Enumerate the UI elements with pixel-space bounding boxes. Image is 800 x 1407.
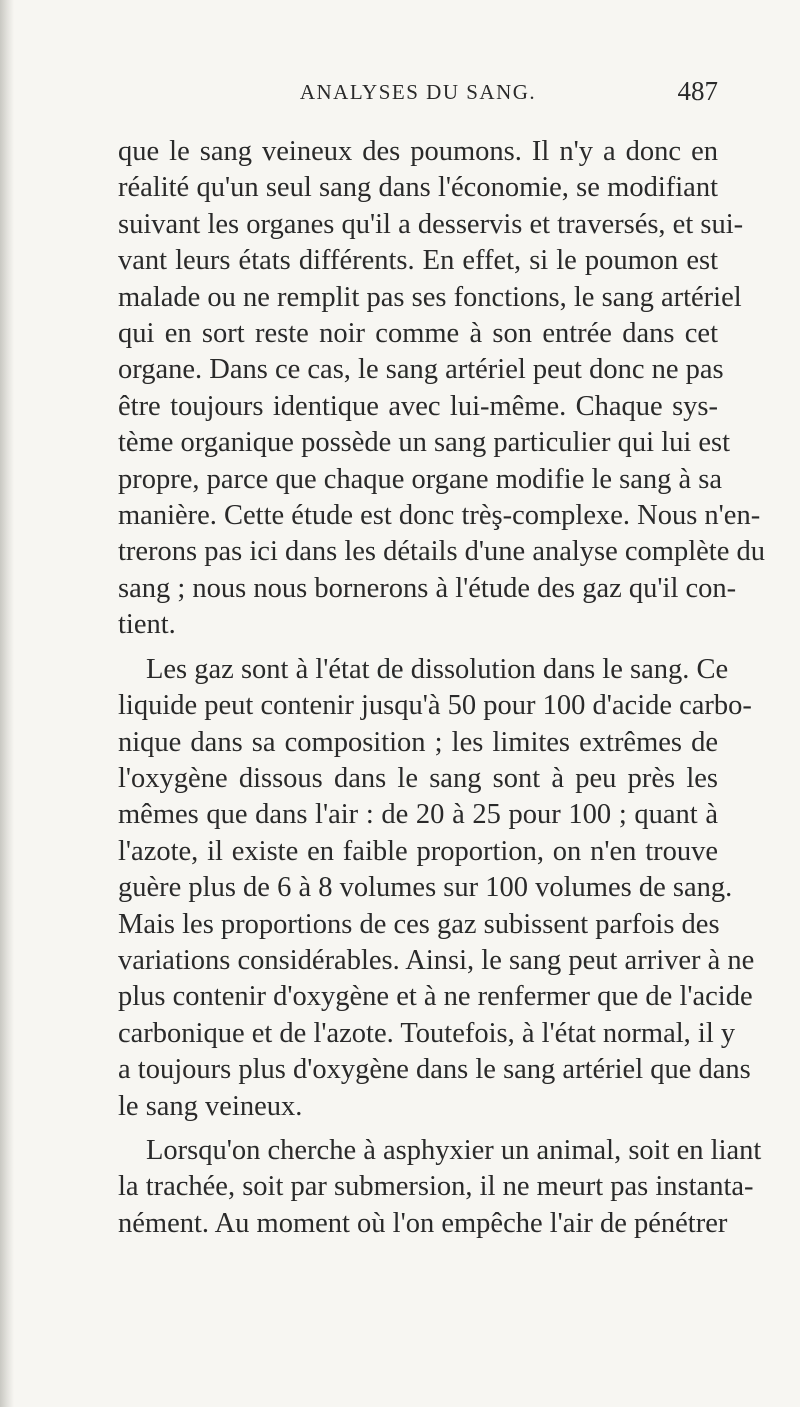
running-head <box>118 76 718 114</box>
text-line: guère plus de 6 à 8 volumes sur 100 volumes de sang. <box>118 872 733 904</box>
book-page <box>118 76 765 1242</box>
text-line: le sang veineux. <box>118 1090 303 1122</box>
text-line: nément. Au moment où l'on empêche l'air de pénétrer <box>118 1207 728 1239</box>
text-line: Mais les proportions de ces gaz subissent parfois des <box>118 908 720 940</box>
text-line: trerons pas ici dans les détails d'une analyse complète du <box>118 536 765 568</box>
text-line: que le sang veineux des poumons. Il n'y a donc en <box>118 136 718 167</box>
text-line: vant leurs états différents. En effet, si le poumon est <box>118 245 718 277</box>
text-line: mêmes que dans l'air : de 20 à 25 pour 100 ; quant à <box>118 799 718 831</box>
text-line: Les gaz sont à l'état de dissolution dans le sang. Ce <box>146 653 729 685</box>
text-line: Lorsqu'on cherche à asphyxier un animal, soit en liant <box>146 1134 762 1166</box>
text-line: liquide peut contenir jusqu'à 50 pour 100 d'acide carbo- <box>118 690 752 722</box>
text-line: propre, parce que chaque organe modifie le sang à sa <box>118 463 723 495</box>
text-line: organe. Dans ce cas, le sang artériel peut donc ne pas <box>118 354 724 386</box>
paragraph-2 <box>118 652 755 1125</box>
text-line: la trachée, soit par submersion, il ne meurt pas instanta- <box>118 1171 754 1203</box>
text-line: malade ou ne remplit pas ses fonctions, le sang artériel <box>118 281 742 313</box>
text-line: plus contenir d'oxygène et à ne renfermer que de l'acide <box>118 981 753 1013</box>
text-line: variations considérables. Ainsi, le sang peut arriver à ne <box>118 944 755 976</box>
page-number: 487 <box>677 76 718 106</box>
text-line: a toujours plus d'oxygène dans le sang artériel que dans <box>118 1054 751 1086</box>
text-line: suivant les organes qu'il a desservis et traversés, et sui- <box>118 208 744 240</box>
text-line: tème organique possède un sang particulier qui lui est <box>118 427 731 459</box>
running-title: ANALYSES DU SANG. <box>299 80 537 104</box>
text-line: être toujours identique avec lui-même. Chaque sys- <box>118 390 718 422</box>
text-line: l'azote, il existe en faible proportion, on n'en trouve <box>118 835 718 867</box>
text-line: réalité qu'un seul sang dans l'économie, se modifiant <box>118 172 718 204</box>
text-line: carbonique et de l'azote. Toutefois, à l'état normal, il y <box>118 1017 736 1049</box>
paragraph-1 <box>118 134 765 644</box>
paragraph-3 <box>118 1133 762 1242</box>
page-binding-edge <box>0 0 14 1407</box>
text-line: l'oxygène dissous dans le sang sont à peu près les <box>118 762 718 794</box>
text-line: manière. Cette étude est donc trèş-complexe. Nous n'en- <box>118 500 761 532</box>
text-line: nique dans sa composition ; les limites extrêmes de <box>118 726 718 758</box>
text-line: sang ; nous nous bornerons à l'étude des gaz qu'il con- <box>118 572 737 604</box>
text-line: qui en sort reste noir comme à son entrée dans cet <box>118 318 718 350</box>
text-line: tient. <box>118 609 176 641</box>
